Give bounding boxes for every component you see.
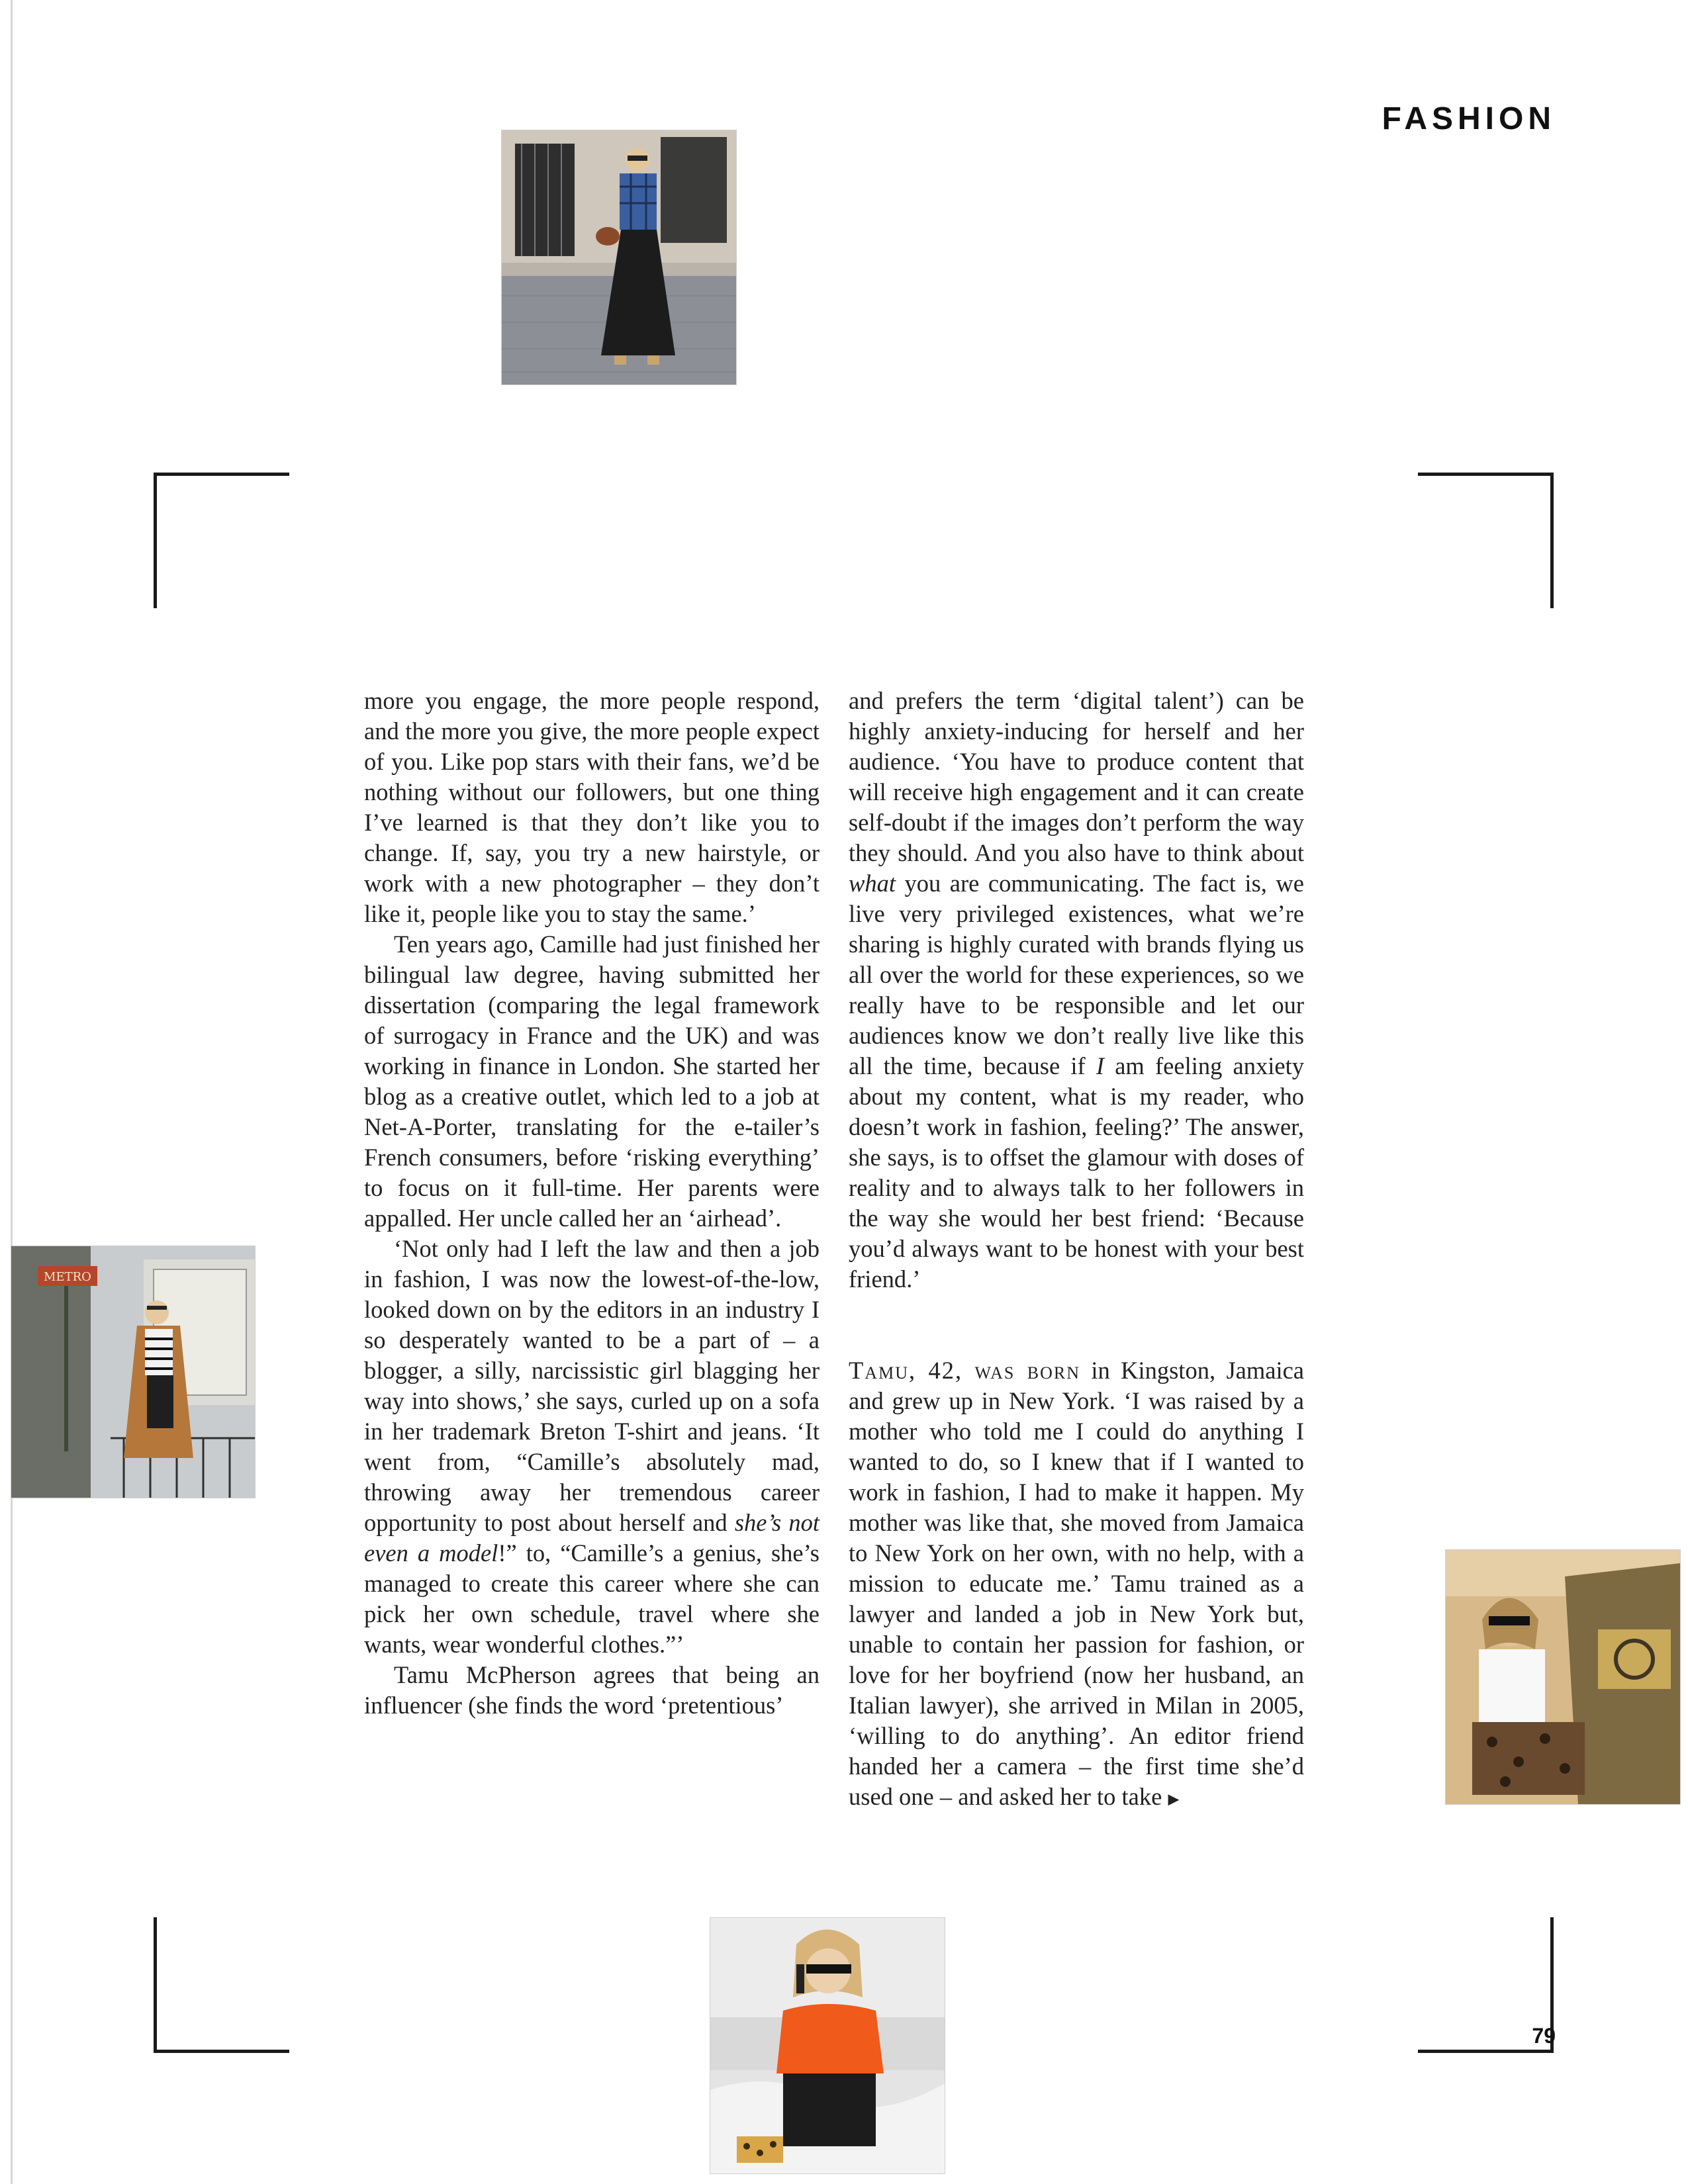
metro-photo-illustration xyxy=(11,1246,255,1498)
photo-metro-trench-coat xyxy=(11,1246,256,1498)
paragraph xyxy=(849,686,1304,1295)
phone-photo-illustration xyxy=(710,1918,945,2173)
car-photo-illustration xyxy=(1446,1550,1680,1804)
article-column-left xyxy=(364,686,820,1721)
paragraph-text: in Kingston, Jamaica and grew up in New York. ‘I was raised by a mother who told me I could do anything I wanted to do, so I knew that if I wanted to work in fashion, I had to make it happen. My mother was like that, she moved from Jamaica to New York on her own, with no help, with a mission to educate me.’ Tamu trained as a lawyer and landed a job in New York but, unable to contain her passion for fashion, or love for her boyfriend (now her husband, an Italian lawyer), she arrived in Milan in 2005, ‘willing to do anything’. An editor friend handed her a camera – the first time she’d used one – and asked her to take xyxy=(849,1357,1304,1810)
paragraph xyxy=(364,1234,820,1660)
paragraph: more you engage, the more people respond, and the more you give, the more people expect of you. Like pop stars with their fans, we’d be nothing without our followers, but one thing I’ve learned is that they don’t like you to change. If, say, you try a new hairstyle, or work with a new photographer – they don’t like it, people like you to stay the same.’ xyxy=(364,687,820,927)
paragraph xyxy=(849,1355,1304,1815)
paragraph-text: !” to, “Camille’s a genius, she’s managed to create this career where she can pick her own schedule, travel where she wants, wear wonderful clothes.”’ xyxy=(364,1539,820,1658)
page-edge-line xyxy=(11,0,13,2184)
paragraph-text: ‘Not only had I left the law and then a job in fashion, I was now the lowest-of-the-low, looked down on by the editors in an industry I so desperately wanted to be a part of – a blogger, a silly, narcissistic girl blagging her way into shows,’ she says, curled up on a sofa in her trademark Breton T-shirt and jeans. ‘It went from, “Camille’s absolutely mad, throwing away her tremendous career opportunity to post about herself and xyxy=(364,1235,820,1536)
emphasis-text: I xyxy=(1096,1052,1105,1079)
paragraph-text: you are communicating. The fact is, we live very privileged existences, what we’re sharing is highly curated with brands flying us all over the world for these experiences, so we really have to be responsible and let our audiences know we don’t really live like this all the time, because if xyxy=(849,870,1304,1079)
paragraph: Ten years ago, Camille had just finished her bilingual law degree, having submitted her dissertation (comparing the legal framework of surrogacy in France and the UK) and was working in finance in London. She started her blog as a creative outlet, which led to a job at Net-A-Porter, translating for the e-tailer’s French consumers, before ‘risking everything’ to focus on it full-time. Her parents were appalled. Her uncle called her an ‘airhead’. xyxy=(364,931,820,1232)
section-lead-in: Tamu, 42, was born xyxy=(849,1357,1080,1384)
paragraph: Tamu McPherson agrees that being an influencer (she finds the word ‘pretentious’ xyxy=(364,1661,820,1719)
paragraph-text: and prefers the term ‘digital talent’) can be highly anxiety-inducing for herself and her audience. ‘You have to produce content that will receive high engagement and it can create self-doubt if the images don’t perform the way they should. And you also have to think about xyxy=(849,687,1304,866)
photo-street-plaid-shirt xyxy=(501,130,737,385)
continue-arrow-icon: ▶ xyxy=(1168,1790,1180,1807)
emphasis-text: what xyxy=(849,870,896,897)
article-column-right xyxy=(849,686,1304,1815)
corner-mark-bottom-left xyxy=(154,1917,289,2053)
metro-sign-text: METRO xyxy=(44,1270,91,1284)
paragraph-text: am feeling anxiety about my content, what is my reader, who doesn’t work in fashion, feeling?’ The answer, she says, is to offset the glamour with doses of reality and to always talk to her followers in the way she would her best friend: ‘Because you’d always want to be honest with your best friend.’ xyxy=(849,1052,1304,1293)
photo-vintage-car-headscarf xyxy=(1445,1549,1681,1805)
page-number: 79 xyxy=(1532,2024,1556,2048)
section-label: FASHION xyxy=(1382,101,1556,136)
street-photo-illustration xyxy=(502,130,736,385)
corner-mark-top-left xyxy=(154,473,289,608)
photo-orange-top-phone xyxy=(710,1917,945,2174)
emphasis-text: she’s not even a model xyxy=(364,1509,820,1567)
corner-mark-top-right xyxy=(1418,473,1554,608)
